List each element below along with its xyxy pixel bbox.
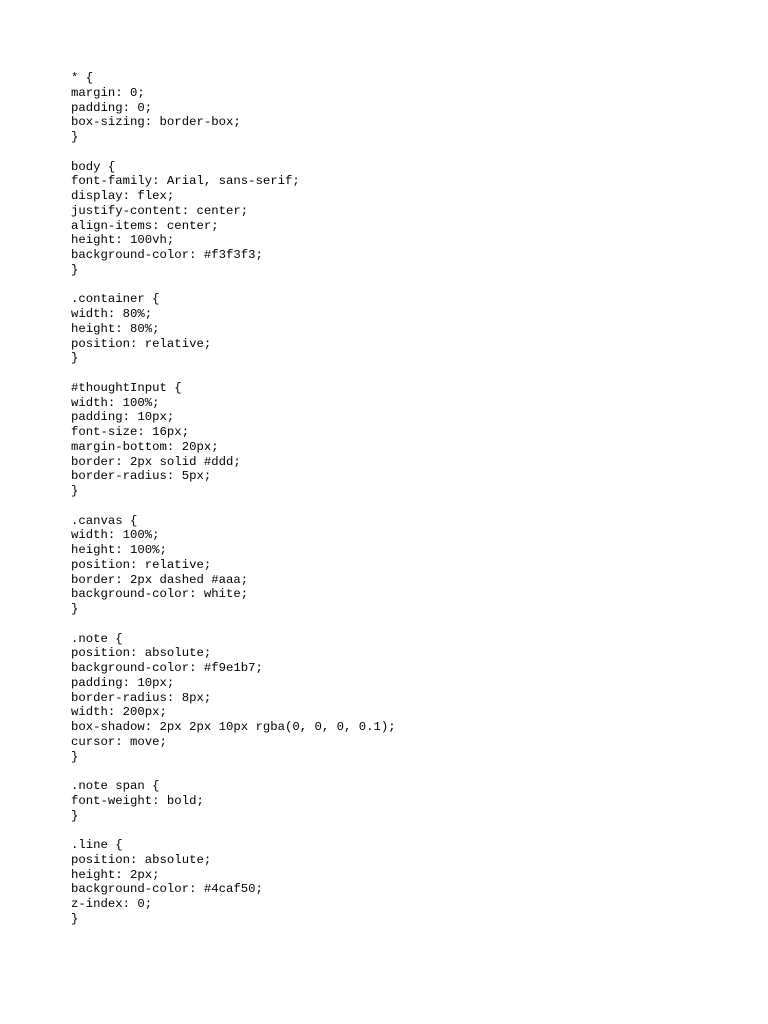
code-line: height: 100%; xyxy=(71,543,167,557)
code-line: height: 80%; xyxy=(71,321,160,336)
code-line: background-color: #f9e1b7; xyxy=(71,661,263,675)
blank-line xyxy=(71,278,396,293)
code-line: } xyxy=(71,602,79,616)
code-line: box-sizing: border-box; xyxy=(71,115,241,130)
code-line: margin-bottom: 20px; xyxy=(71,439,219,454)
blank-line xyxy=(71,366,396,381)
blank-line xyxy=(71,499,396,514)
code-line: width: 100%; xyxy=(71,528,160,543)
code-line: #thoughtInput { xyxy=(71,380,182,395)
code-line: .note span { xyxy=(71,779,160,793)
code-line: cursor: move; xyxy=(71,734,167,749)
code-line: position: absolute; xyxy=(71,646,212,661)
code-line: width: 100%; xyxy=(71,395,160,410)
css-code-block xyxy=(71,71,396,927)
code-line: justify-content: center; xyxy=(71,203,249,218)
code-line: border-radius: 8px; xyxy=(71,690,212,705)
code-line: * { xyxy=(71,71,94,85)
code-line: align-items: center; xyxy=(71,218,219,233)
blank-line xyxy=(71,764,396,779)
code-line: } xyxy=(71,262,79,277)
code-line: border: 2px solid #ddd; xyxy=(71,454,241,469)
code-line: width: 80%; xyxy=(71,307,153,321)
code-line: body { xyxy=(71,159,116,174)
code-line: font-weight: bold; xyxy=(71,793,204,808)
code-line: position: relative; xyxy=(71,336,212,351)
blank-line xyxy=(71,617,396,632)
code-line: } xyxy=(71,351,79,366)
code-line: .container { xyxy=(71,292,160,307)
code-line: border: 2px dashed #aaa; xyxy=(71,572,249,587)
code-line: font-size: 16px; xyxy=(71,425,190,439)
code-line: background-color: #f3f3f3; xyxy=(71,248,263,262)
code-line: } xyxy=(71,808,79,823)
code-line: position: absolute; xyxy=(71,852,212,867)
code-line: position: relative; xyxy=(71,557,212,572)
blank-line xyxy=(71,823,396,838)
code-line: .note { xyxy=(71,631,123,646)
code-line: background-color: white; xyxy=(71,587,249,602)
code-line: } xyxy=(71,130,79,144)
code-line: } xyxy=(71,749,79,764)
blank-line xyxy=(71,145,396,160)
code-line: } xyxy=(71,911,79,926)
code-line: font-family: Arial, sans-serif; xyxy=(71,174,300,189)
code-line: } xyxy=(71,484,79,498)
code-line: padding: 0; xyxy=(71,100,153,115)
code-line: margin: 0; xyxy=(71,85,145,100)
code-line: height: 100vh; xyxy=(71,233,175,248)
code-line: box-shadow: 2px 2px 10px rgba(0, 0, 0, 0.1); xyxy=(71,720,396,734)
code-line: z-index: 0; xyxy=(71,897,153,911)
code-line: height: 2px; xyxy=(71,867,160,882)
code-line: .canvas { xyxy=(71,513,138,528)
code-line: display: flex; xyxy=(71,189,175,203)
code-line: border-radius: 5px; xyxy=(71,469,212,484)
code-line: .line { xyxy=(71,838,123,852)
code-line: background-color: #4caf50; xyxy=(71,882,263,897)
code-line: padding: 10px; xyxy=(71,410,175,425)
code-line: width: 200px; xyxy=(71,705,167,720)
code-line: padding: 10px; xyxy=(71,675,175,690)
